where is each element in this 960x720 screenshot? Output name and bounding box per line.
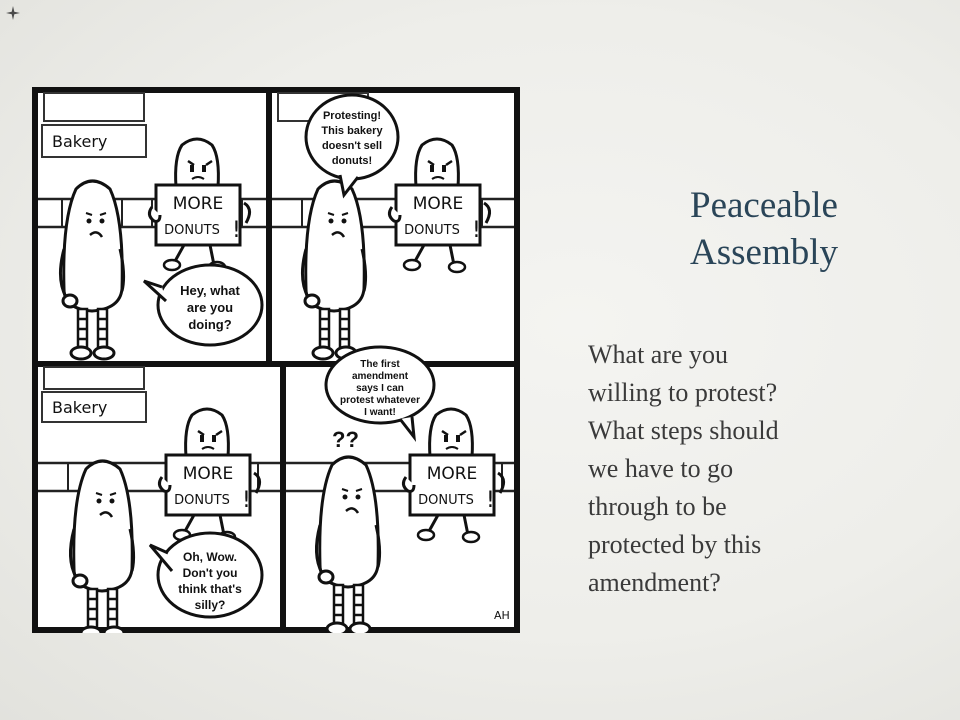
comic-strip — [32, 87, 520, 633]
panel1-bubble-line2: are you — [186, 300, 234, 315]
body-line-4: we have to go — [588, 454, 734, 483]
body-line-1: What are you — [588, 340, 729, 369]
panel2-bubble-line1: Protesting! — [322, 110, 382, 122]
body-line-6: protected by this — [588, 530, 762, 559]
slide-title-line1: Peaceable — [690, 185, 838, 226]
panel1-bubble-line3: doing? — [188, 317, 232, 332]
panel3-bubble-line3: think that's — [178, 582, 242, 596]
confused-marks: ?? — [332, 427, 359, 452]
comic-panel-1 — [38, 93, 266, 361]
panel3-bubble-line2: Don't you — [182, 566, 238, 580]
panel3-bubble-line4: silly? — [194, 598, 226, 612]
body-line-2: willing to protest? — [588, 378, 778, 407]
bakery-sign-2: Bakery — [52, 398, 108, 417]
panel2-bubble-line3: doesn't sell — [321, 140, 383, 152]
slide-title-line2: Assembly — [690, 232, 838, 273]
body-line-3: What steps should — [588, 416, 779, 445]
body-line-5: through to be — [588, 492, 727, 521]
body-line-7: amendment? — [588, 568, 721, 597]
panel3-bubble-line1: Oh, Wow. — [183, 550, 237, 564]
panel4-bubble-line2: amendment — [351, 371, 409, 382]
bakery-sign: Bakery — [52, 132, 108, 151]
comic-panel-4 — [286, 347, 514, 633]
comic-panel-2 — [272, 93, 514, 361]
slide-title — [690, 182, 890, 276]
artist-signature: AH — [494, 609, 510, 622]
panel4-bubble-line1: The first — [360, 359, 400, 370]
panel2-bubble-line2: This bakery — [321, 125, 383, 137]
panel4-bubble-line5: I want! — [364, 407, 396, 418]
panel2-bubble-line4: donuts! — [331, 155, 373, 167]
slide-body — [588, 336, 888, 602]
four-point-star-icon — [6, 6, 20, 20]
panel4-bubble-line3: says I can — [356, 383, 404, 394]
panel4-bubble-line4: protest whatever — [339, 395, 421, 406]
panel1-bubble-line1: Hey, what — [180, 283, 240, 298]
comic-panel-3 — [38, 367, 280, 633]
